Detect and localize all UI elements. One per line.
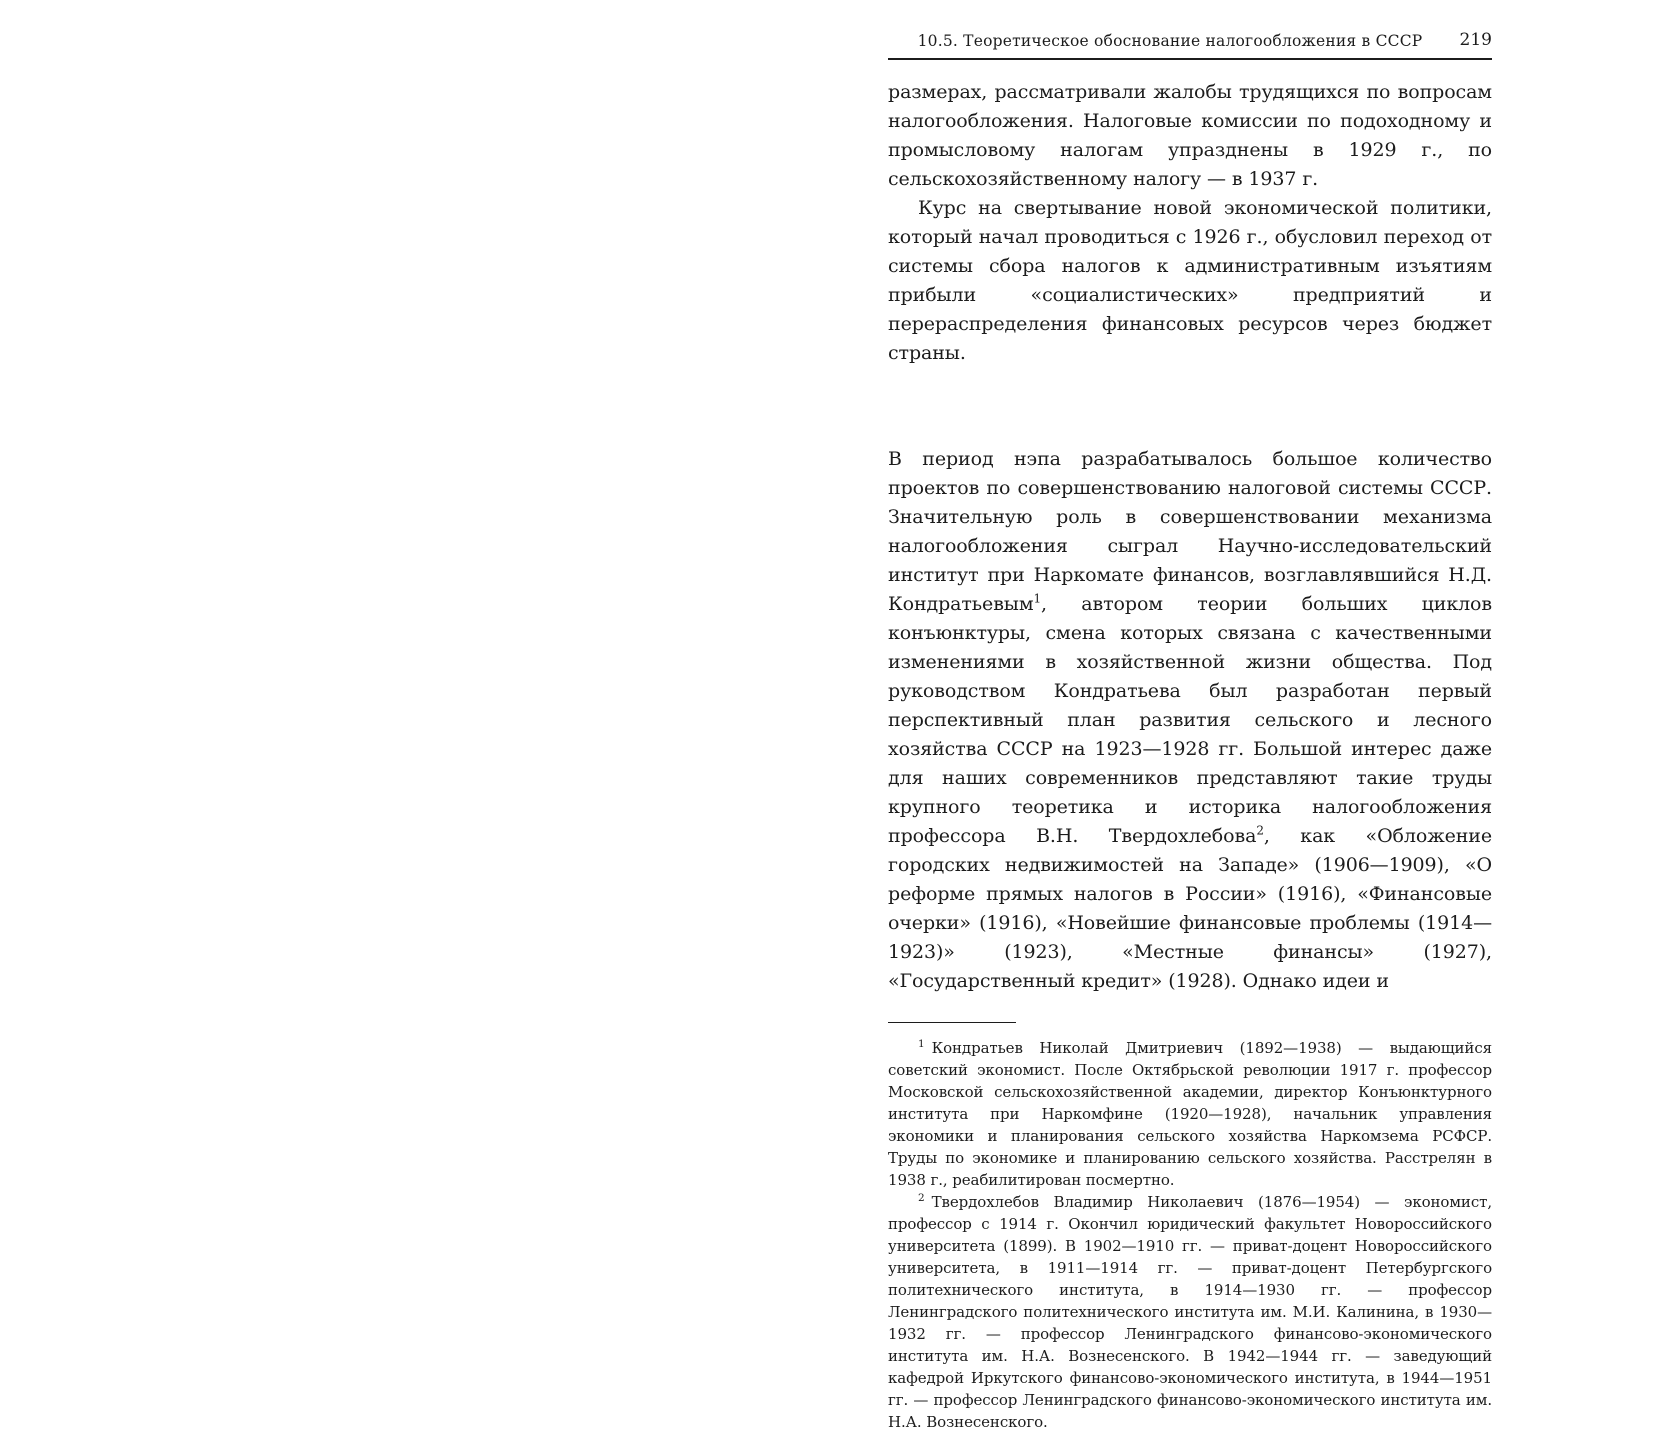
paragraph-text-segment: В период нэпа разрабатывалось большое количество проектов по совершенствованию налоговой системы СССР. Значительную роль в совершенствовании механизма налогообложения сыграл Научно-исследовательский институт при Наркомате финансов, возглавлявшийся Н.Д. Кондратьевым [888, 448, 1492, 615]
body-text [888, 78, 1492, 996]
paragraph-text-segment: , как «Обложение городских недвижимостей на Западе» (1906—1909), «О реформе прямых налогов в России» (1916), «Финансовые очерки» (1916), «Новейшие финансовые проблемы (1914—1923)» (1923), «Местные финансы» (1927), «Государственный кредит» (1928). Однако идеи и [888, 825, 1493, 992]
footnote-block [888, 1022, 1492, 1433]
footnote-marker-1: 1 [918, 1038, 925, 1050]
footnote-ref-1: 1 [1033, 591, 1042, 606]
paragraph-continuation: размерах, рассматривали жалобы трудящихся по вопросам налогообложения. Налоговые комиссии по подоходному и промысловому налогам упразднены в 1929 г., по сельскохозяйственному налогу — в 1937 г. [888, 81, 1492, 190]
page-number: 219 [1459, 30, 1492, 50]
footnote-text: Кондратьев Николай Дмитриевич (1892—1938) — выдающийся советский экономист. После Октябрьской революции 1917 г. профессор Московской сельскохозяйственной академии, директор Конъюнктурного института при Наркомфине (1920—1928), начальник управления экономики и планирования сельского хозяйства Наркомзема РСФСР. Труды по экономике и планированию сельского хозяйства. Расстрелян в 1938 г., реабилитирован посмертно. [888, 1039, 1492, 1189]
paragraph-nep-curtailment: Курс на свертывание новой экономической политики, который начал проводиться с 1926 г., обусловил переход от системы сбора налогов к административным изъятиям прибыли «социалистических» предприятий и перераспределения финансовых ресурсов через бюджет страны. [888, 197, 1492, 364]
paragraph-nep-projects [888, 445, 1492, 996]
footnote-tverdokhlebov [888, 1191, 1492, 1433]
footnote-marker-2: 2 [918, 1192, 925, 1204]
paragraph-text-segment: , автором теории больших циклов конъюнктуры, смена которых связана с качественными изменениями в хозяйственной жизни общества. Под руководством Кондратьева был разработан первый перспективный план развития сельского и лесного хозяйства СССР на 1923—1928 гг. Большой интерес даже для наших современников представляют такие труды крупного теоретика и историка налогообложения профессора В.Н. Твердохлебова [888, 593, 1492, 847]
footnote-kondratiev [888, 1037, 1492, 1191]
footnote-text: Твердохлебов Владимир Николаевич (1876—1954) — экономист, профессор с 1914 г. Окончил юридический факультет Новороссийского университета (1899). В 1902—1910 гг. — приват-доцент Новороссийского университета, в 1911—1914 гг. — приват-доцент Петербургского политехнического института, в 1914—1930 гг. — профессор Ленинградского политехнического института им. М.И. Калинина, в 1930—1932 гг. — профессор Ленинградского финансово-экономического института им. Н.А. Вознесенского. В 1942—1944 гг. — заведующий кафедрой Иркутского финансово-экономического института, в 1944—1951 гг. — профессор Ленинградского финансово-экономического института им. Н.А. Вознесенского. [888, 1193, 1492, 1431]
footnote-ref-2: 2 [1256, 823, 1264, 838]
running-head-title: 10.5. Теоретическое обоснование налогообложения в СССР [917, 32, 1423, 50]
header-rule [888, 58, 1492, 60]
running-head [888, 32, 1492, 58]
footnote-rule [888, 1022, 1016, 1023]
page-column [888, 32, 1492, 1433]
